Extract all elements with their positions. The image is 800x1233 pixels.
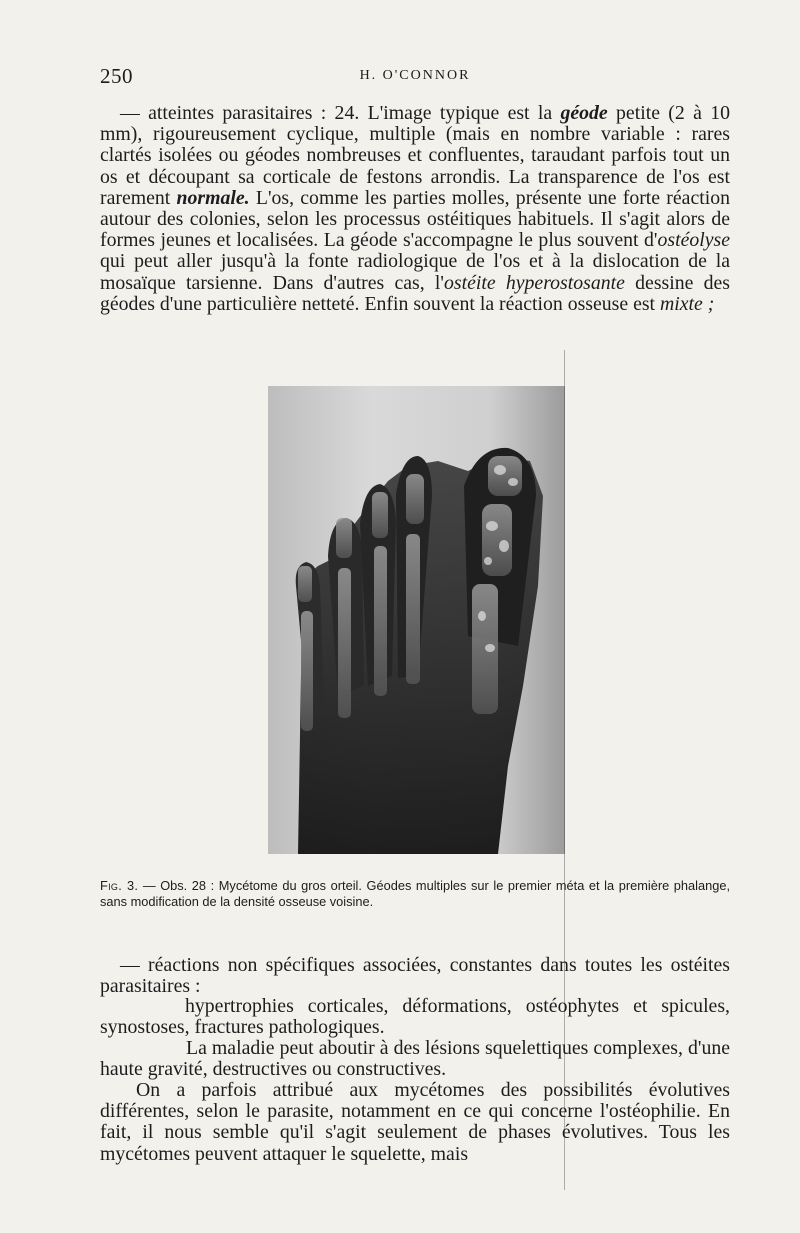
figure-label: Fig. 3. [100,878,139,893]
emphasis-osteite-hyperostosante: ostéite hyperostosante [443,271,625,294]
emphasis-geode: géode [560,102,608,124]
figure-xray-foot [268,386,565,854]
paragraph-nonspecific-reactions: — réactions non spécifiques associées, constantes dans toutes les ostéites parasitaires : [100,954,730,998]
figure-caption-text: — Obs. 28 : Mycétome du gros orteil. Géodes multiples sur le premier méta et la première phalange, sans modification de la densité osseuse voisine. [100,878,730,909]
emphasis-osteolyse: ostéolyse [657,229,730,252]
figure-caption [100,878,730,910]
page-fold-line [564,350,565,1190]
text-segment: — atteintes parasitaires : 24. L'image typique est la [120,102,561,124]
emphasis-normale: normale. [176,186,250,209]
text-segment: qui peut aller jusqu'à la fonte radiologique de l'os et à la dislocation de la mosaïque tarsienne. Dans d'autres cas, l' [100,250,730,294]
emphasis-mixte: mixte ; [660,292,715,315]
paragraph-parasitic-lesions [100,103,730,315]
page-number: 250 [100,64,133,88]
xray-image [268,386,565,854]
paragraph-complex-lesions: La maladie peut aboutir à des lésions squelettiques complexes, d'une haute gravité, destructives ou constructives. [100,1037,730,1081]
paragraph-evolutive-phases: On a parfois attribué aux mycétomes des possibilités évolutives différentes, selon le parasite, notamment en ce qui concerne l'ostéophilie. En fait, il nous semble qu'il s'agit seulement de phases évolutives. Tous les mycétomes peuvent attaquer le squelette, mais [100,1079,730,1165]
text-segment: dessine des géodes d'une particulière netteté. Enfin souvent la réaction osseuse est [100,271,730,315]
paragraph-hypertrophies: hypertrophies corticales, déformations, ostéophytes et spicules, synostoses, fractures pathologiques. [100,995,730,1039]
page-header [100,64,730,88]
running-head: H. O'CONNOR [359,68,471,83]
text-segment: L'os, comme les parties molles, présente une forte réaction autour des colonies, selon les processus ostéitiques habituels. Il s'agit alors de formes jeunes et localisées. La géode s'accompagne le plus souvent d' [100,186,731,252]
text-segment: petite (2 à 10 mm), rigoureusement cyclique, multiple (mais en nombre variable : rares clartés isolées ou géodes nombreuses et confluentes, taraudant parfois tout un os et découpant sa corticale de festons arrondis. La transparence de l'os est rarement [100,102,730,209]
